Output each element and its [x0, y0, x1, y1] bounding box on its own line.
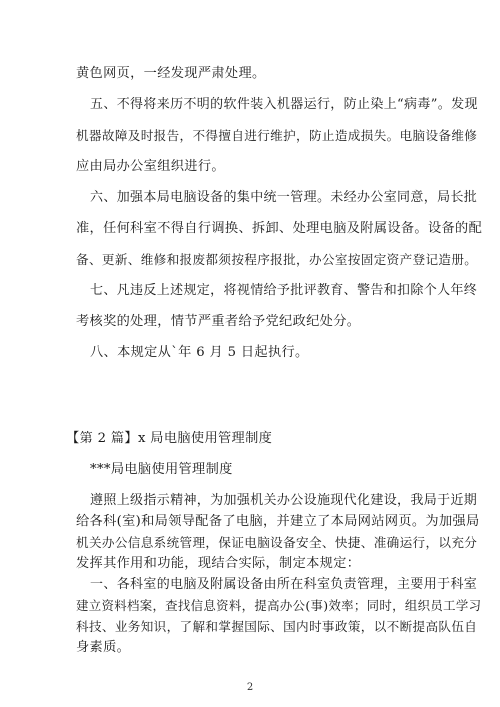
body-line: 考核奖的处理，情节严重者给予党纪政纪处分。: [76, 314, 361, 329]
body-line: 机关办公信息系统管理，保证电脑设备安全、快捷、准确运行，以充分: [76, 535, 478, 550]
body-line: 六、加强本局电脑设备的集中统一管理。未经办公室同意，局长批: [90, 190, 478, 205]
body-line: 发挥其作用和功能，现结合实际，制定本规定：: [76, 556, 361, 571]
body-line: 七、凡违反上述规定，将视情给予批评教育、警告和扣除个人年终: [90, 283, 478, 298]
body-line: 给各科(室)和局领导配备了电脑，并建立了本局网站网页。为加强局: [76, 514, 480, 529]
section-subtitle: ***局电脑使用管理制度: [90, 462, 233, 477]
body-line: 建立资料档案，查找信息资料，提高办公(事)效率；同时，组织员工学习: [76, 598, 482, 613]
body-line: 机器故障及时报告，不得擅自进行维护，防止造成损失。电脑设备维修: [76, 128, 478, 143]
body-line: 一、各科室的电脑及附属设备由所在科室负责管理，主要用于科室: [90, 577, 478, 592]
body-line: 备、更新、维修和报废都须按程序报批，办公室按固定资产登记造册。: [76, 252, 478, 267]
body-line: 遵照上级指示精神，为加强机关办公设施现代化建设，我局于近期: [90, 493, 478, 508]
page-number: 2: [246, 682, 254, 693]
body-line: 科技、业务知识，了解和掌握国际、国内时事政策，以不断提高队伍自: [76, 619, 478, 634]
body-line: 身素质。: [76, 640, 131, 655]
body-line: 黄色网页，一经发现严肃处理。: [76, 66, 266, 81]
body-line: 八、本规定从`年 6 月 5 日起执行。: [90, 345, 309, 360]
body-line: 应由局办公室组织进行。: [76, 159, 225, 174]
body-line: 准，任何科室不得自行调换、拆卸、处理电脑及附属设备。设备的配: [76, 221, 483, 236]
section-heading: 【第 2 篇】x 局电脑使用管理制度: [66, 431, 273, 446]
body-line: 五、不得将来历不明的软件装入机器运行，防止染上“病毒”。发现: [90, 97, 478, 112]
